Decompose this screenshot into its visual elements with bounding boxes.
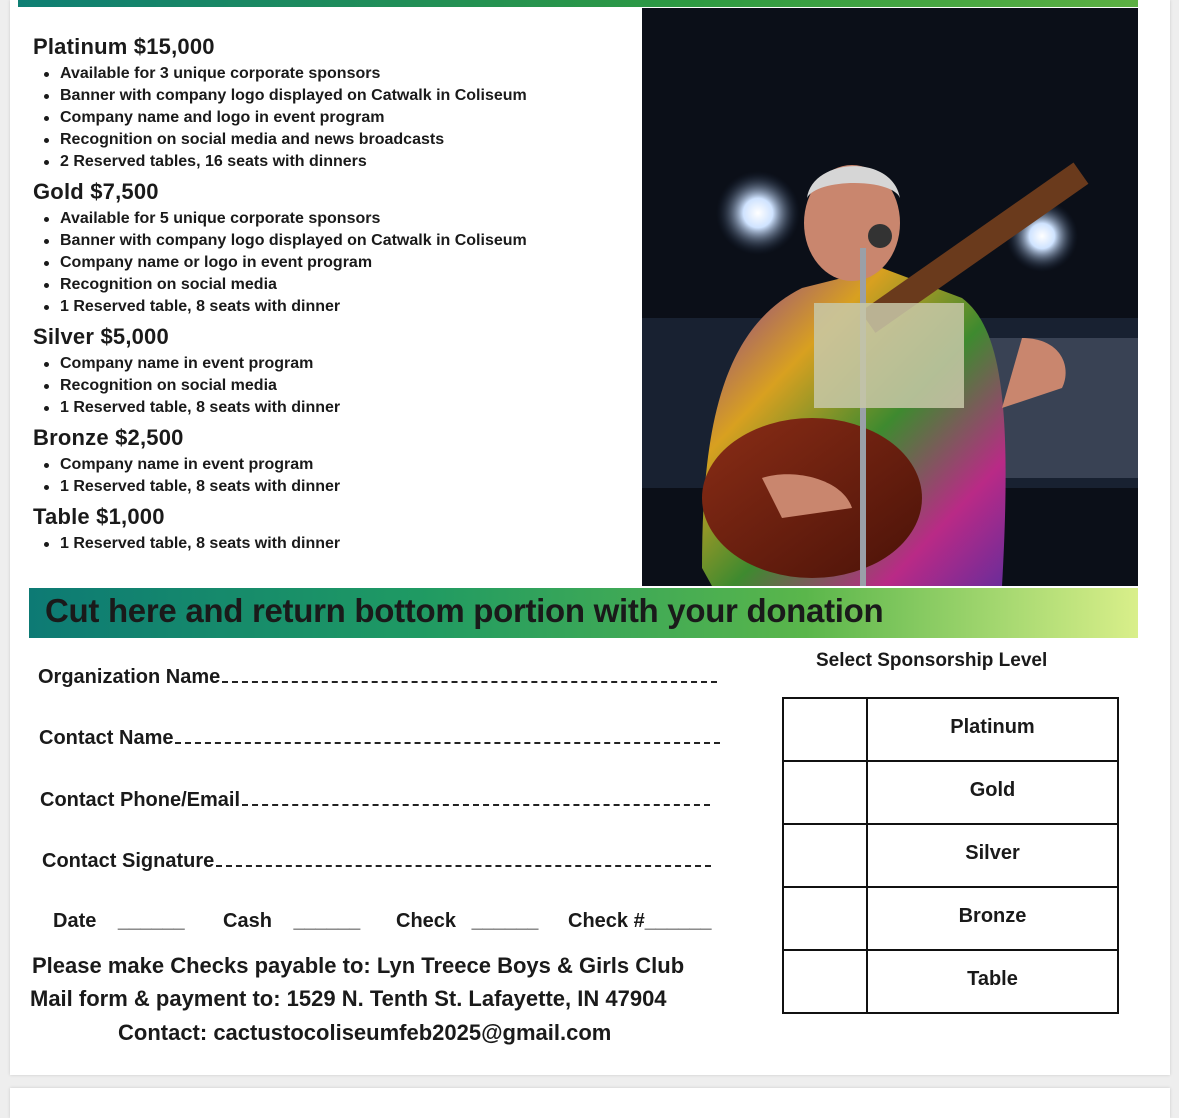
date-field[interactable] [53,910,185,933]
contact-name-label: Contact Name [39,727,174,749]
contact-email: Contact: cactustocoliseumfeb2025@gmail.com [118,1020,612,1045]
tier-benefit: Recognition on social media [40,375,632,397]
tier-title: Bronze $2,500 [33,425,184,450]
tier-benefit: Available for 5 unique corporate sponsors [40,208,632,230]
tier-benefit: Available for 3 unique corporate sponsors [40,63,632,85]
tier-title: Silver $5,000 [33,324,169,349]
level-row-silver [783,824,1118,887]
tier-benefit: Banner with company logo displayed on Catwalk in Coliseum [40,230,632,252]
cash-blank[interactable]: ______ [293,910,361,932]
table-checkbox[interactable] [783,950,867,1013]
contact-name-line[interactable] [175,741,720,744]
contact-signature-line[interactable] [216,864,711,867]
contact-phone-email-line[interactable] [242,803,710,806]
next-page-edge [10,1088,1170,1118]
tier-title: Gold $7,500 [33,179,159,204]
tier-table [32,504,632,555]
gold-checkbox[interactable] [783,761,867,824]
tier-benefit: Recognition on social media and news broadcasts [40,129,632,151]
sponsorship-tiers [32,34,632,561]
level-row-gold [783,761,1118,824]
level-label: Silver [867,824,1118,887]
contact-phone-email-label: Contact Phone/Email [40,789,241,811]
tier-benefit: Company name or logo in event program [40,252,632,274]
check-number-field[interactable] [568,910,711,933]
silver-checkbox[interactable] [783,824,867,887]
contact-name-field[interactable] [39,727,720,750]
organization-name-line[interactable] [222,680,717,683]
level-row-table [783,950,1118,1013]
tier-title: Platinum $15,000 [33,34,215,59]
cut-here-text: Cut here and return bottom portion with your donation [45,592,884,629]
performer-illustration [642,8,1138,586]
level-label: Bronze [867,887,1118,950]
contact-signature-label: Contact Signature [42,850,215,872]
tier-title: Table $1,000 [33,504,165,529]
contact-phone-email-field[interactable] [40,789,710,812]
sponsorship-level-table [782,697,1119,1014]
platinum-checkbox[interactable] [783,698,867,761]
select-sponsorship-title: Select Sponsorship Level [816,650,1048,671]
contact-signature-field[interactable] [42,850,711,873]
tier-benefit: Company name in event program [40,454,632,476]
check-label: Check [396,910,457,932]
cut-here-banner [29,588,1138,638]
level-label: Gold [867,761,1118,824]
tier-benefit: 1 Reserved table, 8 seats with dinner [40,397,632,419]
tier-benefit: Company name and logo in event program [40,107,632,129]
top-color-band [18,0,1138,7]
tier-benefit: 2 Reserved tables, 16 seats with dinners [40,151,632,173]
level-row-platinum [783,698,1118,761]
check-number-label[interactable]: Check #______ [568,910,712,932]
organization-name-label: Organization Name [38,666,221,688]
check-blank[interactable]: ______ [471,910,539,932]
tier-benefit: Recognition on social media [40,274,632,296]
mail-address: Mail form & payment to: 1529 N. Tenth St. Lafayette, IN 47904 [30,986,667,1011]
check-field[interactable] [396,910,538,933]
tier-bronze [32,425,632,498]
date-label: Date [53,910,97,932]
cash-label: Cash [223,910,272,932]
date-blank[interactable]: ______ [117,910,185,932]
bronze-checkbox[interactable] [783,887,867,950]
tier-benefit: 1 Reserved table, 8 seats with dinner [40,533,632,555]
payable-note: Please make Checks payable to: Lyn Treece Boys & Girls Club [32,953,685,978]
performer-photo [642,8,1138,586]
tier-gold [32,179,632,318]
tier-benefit: 1 Reserved table, 8 seats with dinner [40,296,632,318]
tier-silver [32,324,632,419]
tier-benefit: Banner with company logo displayed on Catwalk in Coliseum [40,85,632,107]
level-label: Table [867,950,1118,1013]
tier-benefit: Company name in event program [40,353,632,375]
level-row-bronze [783,887,1118,950]
tier-benefit: 1 Reserved table, 8 seats with dinner [40,476,632,498]
organization-name-field[interactable] [38,666,717,689]
cash-field[interactable] [223,910,360,933]
tier-platinum [32,34,632,173]
level-label: Platinum [867,698,1118,761]
